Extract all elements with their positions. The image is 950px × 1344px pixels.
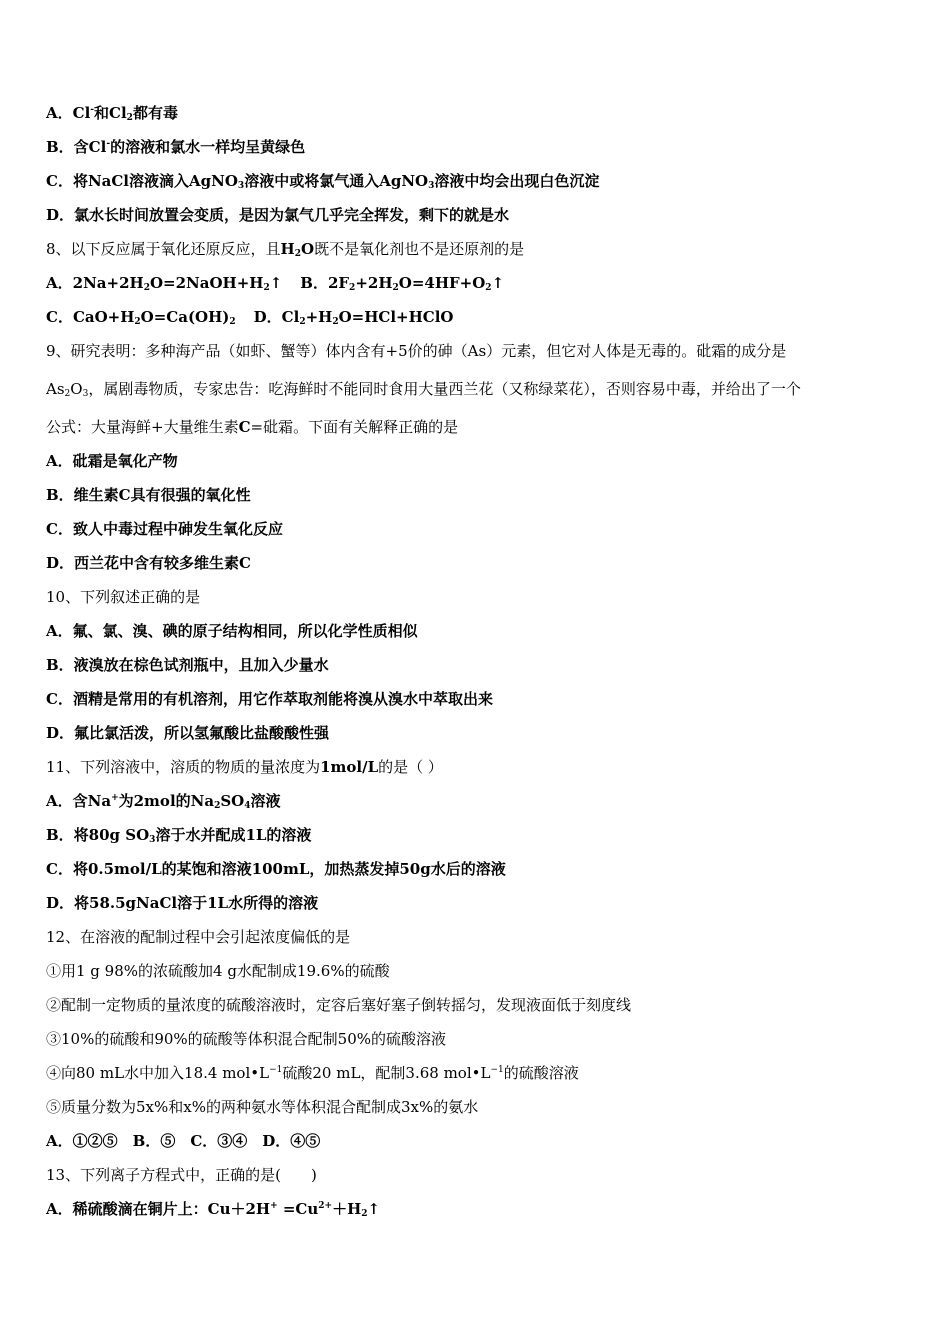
q12-item-3: ③10%的硫酸和90%的硫酸等体积混合配制50%的硫酸溶液 xyxy=(46,1030,447,1048)
q9-option-c: C．致人中毒过程中砷发生氧化反应 xyxy=(46,520,283,538)
question-8: 8、以下反应属于氧化还原反应，且$H_2O$既不是氧化剂也不是还原剂的是 xyxy=(46,240,525,259)
question-9-line-3: 公式：大量海鲜+大量维生素C=砒霜。下面有关解释正确的是 xyxy=(46,418,459,436)
q7-option-c: C．将NaCl溶液滴入AgNO$_3$溶液中或将氯气通入AgNO$_3$溶液中均会出现白色沉淀 xyxy=(46,172,600,191)
q11-option-b: B．将80g $SO_3$溶于水并配成1L的溶液 xyxy=(46,826,312,845)
q7-option-b: B．含Cl-的溶液和氯水一样均呈黄绿色 xyxy=(46,138,306,156)
q7-option-d: D．氯水长时间放置会变质，是因为氯气几乎完全挥发，剩下的就是水 xyxy=(46,206,510,224)
q9-option-a: A．砒霜是氧化产物 xyxy=(46,452,178,470)
q8-options-ab: A．$2Na+2H_2O=2NaOH+H_2↑$ B．$2F_2+2H_2O=4HF+O_2↑$ xyxy=(46,274,505,293)
q12-options: A．①②⑤ B．⑤ C．③④ D．④⑤ xyxy=(46,1132,321,1150)
question-9-line-1: 9、研究表明：多种海产品（如虾、蟹等）体内含有+5价的砷（As）元素，但它对人体是无毒的。砒霜的成分是 xyxy=(46,342,787,360)
question-13: 13、下列离子方程式中，正确的是( ) xyxy=(46,1166,317,1184)
q11-option-d: D．将58.5gNaCl溶于1L水所得的溶液 xyxy=(46,894,319,912)
q11-option-c: C．将0.5mol/L的某饱和溶液100mL，加热蒸发掉50g水后的溶液 xyxy=(46,860,506,878)
question-9-line-2: $As_2O_3$，属剧毒物质，专家忠告：吃海鲜时不能同时食用大量西兰花（又称绿菜花），否则容易中毒，并给出了一个 xyxy=(46,380,801,399)
document-page xyxy=(46,98,906,1228)
q10-option-a: A．氟、氯、溴、碘的原子结构相同，所以化学性质相似 xyxy=(46,622,418,640)
q10-option-b: B．液溴放在棕色试剂瓶中，且加入少量水 xyxy=(46,656,329,674)
q11-option-a: A．含Na+为2mol的$Na_2SO_4$溶液 xyxy=(46,792,281,811)
q12-item-4: ④向80 mL水中加入18.4 $mol•L^{-1}$硫酸20 mL，配制3.68 $mol•L^{-1}$的硫酸溶液 xyxy=(46,1064,579,1082)
q9-option-d: D．西兰花中含有较多维生素C xyxy=(46,554,251,572)
q12-item-2: ②配制一定物质的量浓度的硫酸溶液时，定容后塞好塞子倒转摇匀，发现液面低于刻度线 xyxy=(46,996,632,1014)
q7-option-a: A．Cl-和$Cl_2$都有毒 xyxy=(46,104,178,123)
q9-option-b: B．维生素C具有很强的氧化性 xyxy=(46,486,251,504)
question-11: 11、下列溶液中，溶质的物质的量浓度为1mol/L的是（ ） xyxy=(46,758,443,776)
q8-options-cd: C．$CaO+H_2O=Ca(OH)_2$ D．$Cl_2+H_2O=HCl+HClO$ xyxy=(46,308,454,327)
question-10: 10、下列叙述正确的是 xyxy=(46,588,201,606)
q10-option-c: C．酒精是常用的有机溶剂，用它作萃取剂能将溴从溴水中萃取出来 xyxy=(46,690,493,708)
q12-item-1: ①用1 g 98%的浓硫酸加4 g水配制成19.6%的硫酸 xyxy=(46,962,390,980)
question-12: 12、在溶液的配制过程中会引起浓度偏低的是 xyxy=(46,928,351,946)
q12-item-5: ⑤质量分数为5x%和x%的两种氨水等体积混合配制成3x%的氨水 xyxy=(46,1098,479,1116)
q13-option-a: A．稀硫酸滴在铜片上：$Cu+2H^+ =Cu^{2+}+H_2↑$ xyxy=(46,1200,381,1219)
q10-option-d: D．氟比氯活泼，所以氢氟酸比盐酸酸性强 xyxy=(46,724,330,742)
